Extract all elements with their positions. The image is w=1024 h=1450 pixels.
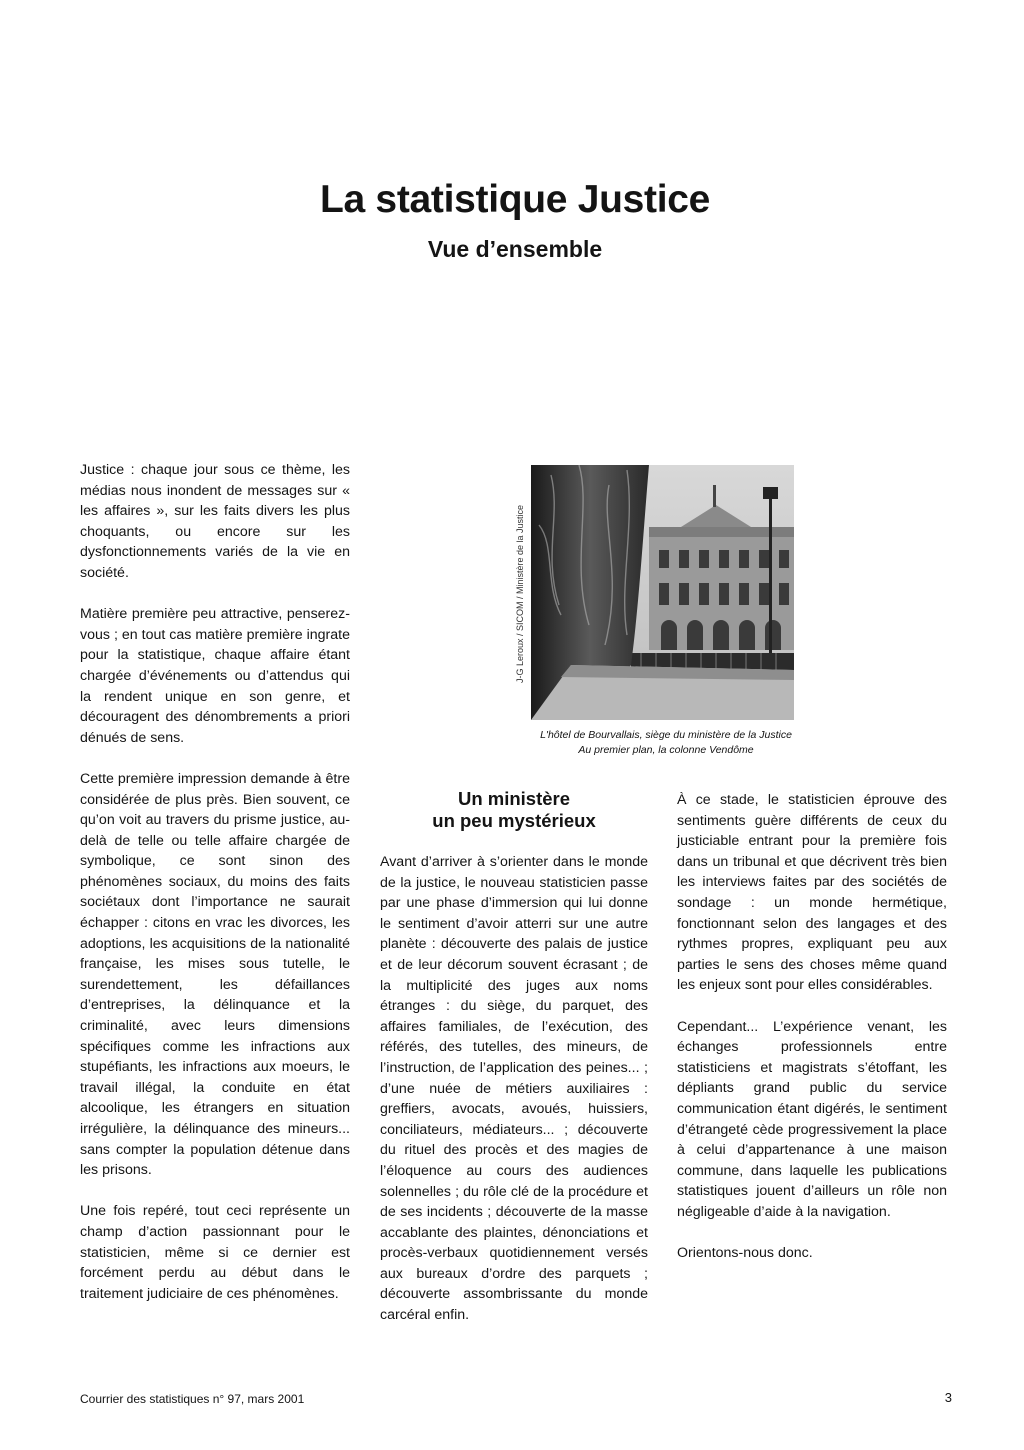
article-column-2 [380, 852, 648, 1346]
page-number: 3 [944, 1390, 952, 1405]
section-heading [380, 788, 648, 832]
paragraph: Matière première peu attractive, penserez-vous ; en tout cas matière première ingrate pour la statistique, chaque affaire étant chargée d’événements ou d’attendus qui la rendent unique en son genre, et découragent des dénombrements a priori dénués de sens. [80, 606, 350, 746]
caption-line: Au premier plan, la colonne Vendôme [578, 744, 754, 756]
section-heading-line: Un ministère [457, 788, 571, 809]
building-photo [531, 465, 794, 720]
paragraph: Cette première impression demande à être considérée de plus près. Bien souvent, ce qu’on voit au travers du prisme justice, au-delà de telle ou telle affaire chargée de symbolique, ce sont sinon des phénomènes sociaux, du moins des faits sociétaux dont l’importance ne saurait échapper : citons en vrac les divorces, les adoptions, les acquisitions de la nationalité française, les mises sous tutelle, le surendettement, les défaillances d’entreprises, la délinquance et la criminalité, avec leurs dimensions spécifiques comme les infractions aux stupéfiants, les infractions aux moeurs, le travail illégal, la conduite en état alcoolique, les étrangers en situation irrégulière, la délinquance des mineurs... sans compter la population détenue dans les prisons. [80, 770, 350, 1179]
paragraph: Avant d’arriver à s’orienter dans le monde de la justice, le nouveau statisticien passe par une phase d’immersion qui lui donne le sentiment d’avoir atterri sur une autre planète : découverte des palais de justice et de leur décorum souvent écrasant ; de la multiplicité des juges aux noms étranges : du siège, du parquet, des affaires familiales, de l’exécution, des référés, des tutelles, des mineurs, de l’instruction, de l’application des peines... ; d’une nuée de métiers auxiliaires : greffiers, avocats, avoués, huissiers, conciliateurs, médiateurs... ; découverte du rituel des procès et des magies de l’éloquence au cours des audiences solennelles ; du rôle clé de la procédure et de ses incidents ; découverte de la masse accablante des plaintes, dénonciations et procès-verbaux quotidiennement versés aux bureaux d’ordre des parquets ; découverte assombrissante du monde carcéral enfin. [380, 854, 648, 1324]
photo-credit [513, 468, 527, 683]
paragraph: Justice : chaque jour sous ce thème, les médias nous inondent de messages sur « les affaires », sur les faits divers les plus choquants, ou encore sur les dysfonctionnements variés de la vie en société. [80, 462, 350, 581]
publication-footer: Courrier des statistiques n° 97, mars 2001 [80, 1392, 305, 1406]
paragraph: À ce stade, le statisticien éprouve des sentiments guère différents de ceux du justiciable entrant pour la première fois dans un tribunal et que décrivent très bien les interviews faites par des sociétés de sondage : un monde hermétique, fonctionnant selon des langages et des rythmes propres, expliquant peu aux parties le sens des choses même quand les enjeux sont pour elles considérables. [677, 792, 947, 994]
article-column-3 [677, 790, 947, 1284]
caption-line: L'hôtel de Bourvallais, siège du ministère de la Justice [540, 729, 792, 741]
paragraph: Une fois repéré, tout ceci représente un champ d’action passionnant pour le statisticien, même si ce dernier est forcément perdu au début dans le traitement judiciaire de ces phénomènes. [80, 1203, 350, 1302]
paragraph: Cependant... L’expérience venant, les échanges professionnels entre statisticiens et magistrats s’étoffant, les dépliants grand public du service communication étant digérés, le sentiment d’étrangeté cède progressivement la place à celui d’appartenance à une maison commune, dans laquelle les publications statistiques jouent d’ailleurs un rôle non négligeable d’aide à la navigation. [677, 1018, 947, 1220]
photo-credit-text: J-G Leroux / SICOM / Ministère de la Justice [515, 504, 525, 683]
page-title: La statistique Justice [319, 178, 711, 221]
figure-caption [490, 728, 842, 758]
article-column-1 [80, 460, 350, 1325]
paragraph: Orientons-nous donc. [677, 1245, 813, 1262]
page-subtitle: Vue d’ensemble [427, 236, 603, 262]
building-photo-image [531, 465, 794, 720]
section-heading-line: un peu mystérieux [432, 810, 596, 831]
